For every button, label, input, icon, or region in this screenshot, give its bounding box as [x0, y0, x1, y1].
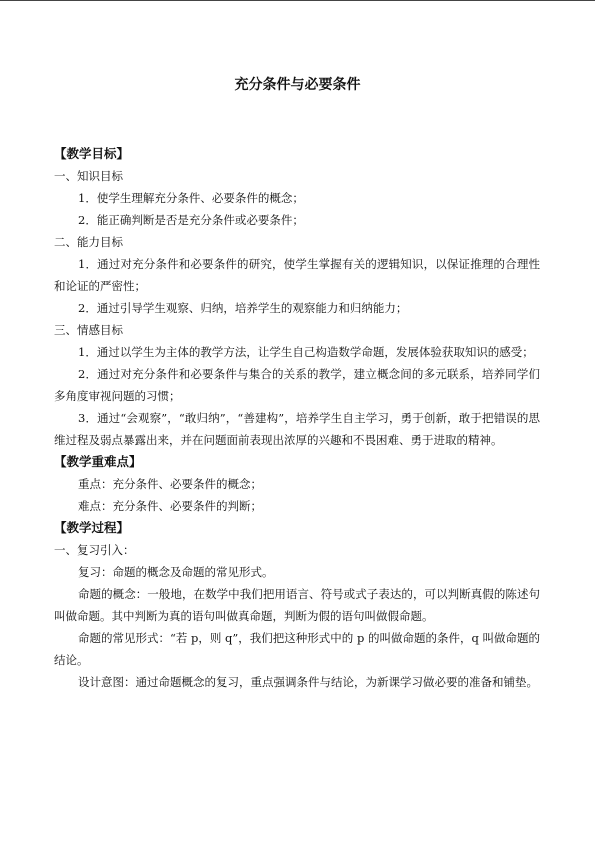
section-heading-goals: 【教学目标】 [54, 146, 130, 161]
paragraph-review-intro: 复习：命题的概念及命题的常见形式。 [78, 565, 274, 579]
paragraph-key-point: 重点：充分条件、必要条件的概念； [78, 477, 262, 491]
subheading-emotion: 三、情感目标 [54, 323, 123, 337]
section-heading-process: 【教学过程】 [54, 520, 130, 535]
paragraph-emotion-3: 3．通过“会观察”，“敢归纳”，“善建构”，培养学生自主学习，勇于创新，敢于把错误的思维过程及弱点暴露出来，并在问题面前表现出浓厚的兴趣和不畏困难、勇于进取的精神。 [54, 411, 540, 447]
paragraph-knowledge-2: 2．能正确判断是否是充分条件或必要条件； [78, 213, 304, 227]
subheading-review: 一、复习引入： [54, 543, 135, 557]
paragraph-emotion-1: 1．通过以学生为主体的教学方法，让学生自己构造数学命题，发展体验获取知识的感受； [78, 345, 534, 359]
paragraph-ability-2: 2．通过引导学生观察、归纳，培养学生的观察能力和归纳能力； [78, 301, 408, 315]
subheading-ability: 二、能力目标 [54, 235, 123, 249]
paragraph-ability-1: 1．通过对充分条件和必要条件的研究，使学生掌握有关的逻辑知识，以保证推理的合理性和论证的严密性； [54, 257, 540, 293]
paragraph-knowledge-1: 1．使学生理解充分条件、必要条件的概念； [78, 191, 304, 205]
subheading-knowledge: 一、知识目标 [54, 169, 123, 183]
top-rule [0, 0, 595, 1]
paragraph-design-intent: 设计意图：通过命题概念的复习，重点强调条件与结论，为新课学习做必要的准备和铺垫。 [78, 675, 538, 689]
paragraph-emotion-2: 2．通过对充分条件和必要条件与集合的关系的教学，建立概念间的多元联系，培养同学们多角度审视问题的习惯； [54, 367, 540, 403]
paragraph-difficult-point: 难点：充分条件、必要条件的判断； [78, 499, 262, 513]
document-body [54, 143, 540, 693]
section-heading-key-points: 【教学重难点】 [54, 454, 142, 469]
document-title: 充分条件与必要条件 [234, 77, 361, 93]
paragraph-proposition-form: 命题的常见形式：“若 p，则 q”，我们把这种形式中的 p 的叫做命题的条件，q 叫做命题的结论。 [54, 631, 540, 667]
paragraph-proposition-definition: 命题的概念：一般地，在数学中我们把用语言、符号或式子表达的，可以判断真假的陈述句叫做命题。其中判断为真的语句叫做真命题，判断为假的语句叫做假命题。 [54, 587, 540, 623]
